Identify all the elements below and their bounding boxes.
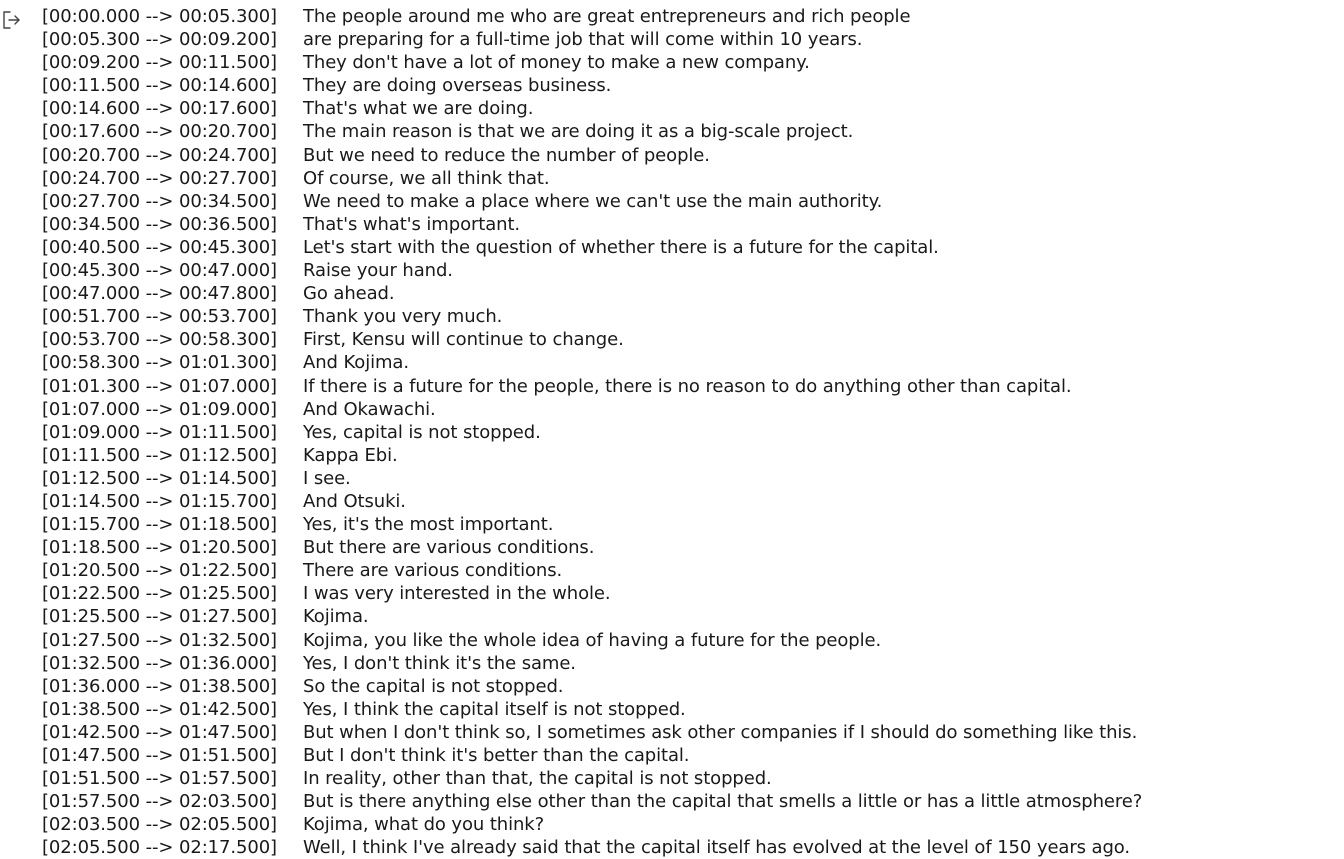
output-line [42, 721, 1344, 744]
transcript-text: Yes, I don't think it's the same. [303, 652, 576, 674]
timestamp: [01:42.500 --> 01:47.500] [42, 721, 277, 743]
transcript-text: They don't have a lot of money to make a new company. [303, 52, 810, 74]
output-line [42, 375, 1344, 398]
transcript-text: In reality, other than that, the capital is not stopped. [303, 768, 772, 790]
output-line [42, 675, 1344, 698]
transcript-text: The main reason is that we are doing it as a big-scale project. [303, 121, 854, 143]
timestamp: [02:05.500 --> 02:17.500] [42, 837, 277, 859]
transcript-text: Go ahead. [303, 283, 395, 305]
transcript-text: Of course, we all think that. [303, 167, 550, 189]
timestamp: [01:11.500 --> 01:12.500] [42, 444, 277, 466]
transcript-text: Kappa Ebi. [303, 444, 398, 466]
output-line [42, 305, 1344, 328]
timestamp: [01:22.500 --> 01:25.500] [42, 583, 277, 605]
transcript-text: Let's start with the question of whether there is a future for the capital. [303, 236, 939, 258]
timestamp: [01:47.500 --> 01:51.500] [42, 745, 277, 766]
timestamp: [00:51.700 --> 00:53.700] [42, 306, 277, 328]
timestamp: [01:15.700 --> 01:18.500] [42, 514, 277, 536]
transcript-text: Yes, I think the capital itself is not stopped. [303, 698, 686, 720]
transcript-text: But is there anything else other than the capital that smells a little or has a little atmosphere? [303, 791, 1143, 813]
timestamp: [01:57.500 --> 02:03.500] [42, 791, 277, 813]
timestamp: [00:17.600 --> 00:20.700] [42, 121, 277, 143]
output-line [42, 120, 1344, 143]
output-line [42, 444, 1344, 467]
transcript-text: There are various conditions. [303, 560, 563, 582]
transcript-text: Thank you very much. [303, 306, 503, 328]
output-line [42, 490, 1344, 513]
timestamp: [01:25.500 --> 01:27.500] [42, 606, 277, 628]
timestamp: [00:05.300 --> 00:09.200] [42, 29, 277, 51]
timestamp: [01:14.500 --> 01:15.700] [42, 490, 277, 512]
transcript-text: If there is a future for the people, there is no reason to do anything other than capital. [303, 375, 1072, 397]
transcript-text: That's what's important. [303, 213, 521, 235]
transcript-text: And Okawachi. [303, 398, 436, 420]
output-line [42, 536, 1344, 559]
output-line [42, 167, 1344, 190]
timestamp: [01:27.500 --> 01:32.500] [42, 629, 277, 651]
transcript-text: First, Kensu will continue to change. [303, 329, 624, 351]
output-line [42, 51, 1344, 74]
timestamp: [00:00.000 --> 00:05.300] [42, 6, 277, 27]
timestamp: [00:53.700 --> 00:58.300] [42, 329, 277, 351]
output-line [42, 513, 1344, 536]
output-line [42, 836, 1344, 859]
output-line [42, 790, 1344, 813]
transcript-text: The people around me who are great entrepreneurs and rich people [303, 6, 911, 27]
output-line [42, 97, 1344, 120]
timestamp: [01:07.000 --> 01:09.000] [42, 398, 277, 420]
transcript-text: But when I don't think so, I sometimes ask other companies if I should do something like this. [303, 721, 1138, 743]
transcript-text: So the capital is not stopped. [303, 675, 564, 697]
output-line [42, 144, 1344, 167]
transcript-text: Kojima, what do you think? [303, 814, 545, 836]
transcript-text: Well, I think I've already said that the capital itself has evolved at the level of 150 years ago. [303, 837, 1131, 859]
timestamp: [00:11.500 --> 00:14.600] [42, 75, 277, 97]
transcript-text: Raise your hand. [303, 260, 453, 282]
output-line [42, 559, 1344, 582]
transcript-text: are preparing for a full-time job that will come within 10 years. [303, 29, 863, 51]
output-line [42, 190, 1344, 213]
output-line [42, 213, 1344, 236]
output-line [42, 421, 1344, 444]
transcript-text: And Otsuki. [303, 490, 406, 512]
transcript-text: Kojima. [303, 606, 369, 628]
transcript-text: But I don't think it's better than the capital. [303, 745, 690, 766]
transcript-text: That's what we are doing. [303, 98, 534, 120]
output-line [42, 744, 1344, 767]
transcript-text: But we need to reduce the number of people. [303, 144, 710, 166]
output-line [42, 259, 1344, 282]
transcript-text: We need to make a place where we can't use the main authority. [303, 190, 883, 212]
transcript-text: I was very interested in the whole. [303, 583, 611, 605]
output-line [42, 328, 1344, 351]
output-arrow-icon[interactable] [1, 9, 23, 31]
output-line [42, 698, 1344, 721]
timestamp: [00:45.300 --> 00:47.000] [42, 260, 277, 282]
timestamp: [00:34.500 --> 00:36.500] [42, 213, 277, 235]
transcript-text: But there are various conditions. [303, 537, 595, 559]
timestamp: [01:20.500 --> 01:22.500] [42, 560, 277, 582]
timestamp: [00:27.700 --> 00:34.500] [42, 190, 277, 212]
output-line [42, 282, 1344, 305]
timestamp: [01:36.000 --> 01:38.500] [42, 675, 277, 697]
transcript-text: Kojima, you like the whole idea of having a future for the people. [303, 629, 882, 651]
output-line [42, 767, 1344, 790]
output-line [42, 236, 1344, 259]
timestamp: [00:24.700 --> 00:27.700] [42, 167, 277, 189]
transcript-text: And Kojima. [303, 352, 409, 374]
transcript-text: They are doing overseas business. [303, 75, 612, 97]
timestamp: [01:18.500 --> 01:20.500] [42, 537, 277, 559]
output-line [42, 28, 1344, 51]
timestamp: [00:58.300 --> 01:01.300] [42, 352, 277, 374]
output-line [42, 5, 1344, 28]
timestamp: [01:38.500 --> 01:42.500] [42, 698, 277, 720]
output-line [42, 398, 1344, 421]
output-line [42, 813, 1344, 836]
timestamp: [00:09.200 --> 00:11.500] [42, 52, 277, 74]
timestamp: [01:01.300 --> 01:07.000] [42, 375, 277, 397]
output-line [42, 351, 1344, 374]
timestamp: [00:14.600 --> 00:17.600] [42, 98, 277, 120]
output-line [42, 605, 1344, 628]
output-line [42, 629, 1344, 652]
transcript-text: I see. [303, 467, 351, 489]
output-line [42, 467, 1344, 490]
output-line [42, 652, 1344, 675]
timestamp: [01:51.500 --> 01:57.500] [42, 768, 277, 790]
timestamp: [00:40.500 --> 00:45.300] [42, 236, 277, 258]
output-line [42, 74, 1344, 97]
output-line [42, 582, 1344, 605]
transcript-text: Yes, it's the most important. [303, 514, 554, 536]
timestamp: [01:32.500 --> 01:36.000] [42, 652, 277, 674]
timestamp: [01:12.500 --> 01:14.500] [42, 467, 277, 489]
timestamp: [00:20.700 --> 00:24.700] [42, 144, 277, 166]
cell-output [42, 5, 1344, 858]
transcript-text: Yes, capital is not stopped. [303, 421, 541, 443]
timestamp: [02:03.500 --> 02:05.500] [42, 814, 277, 836]
timestamp: [00:47.000 --> 00:47.800] [42, 283, 277, 305]
timestamp: [01:09.000 --> 01:11.500] [42, 421, 277, 443]
